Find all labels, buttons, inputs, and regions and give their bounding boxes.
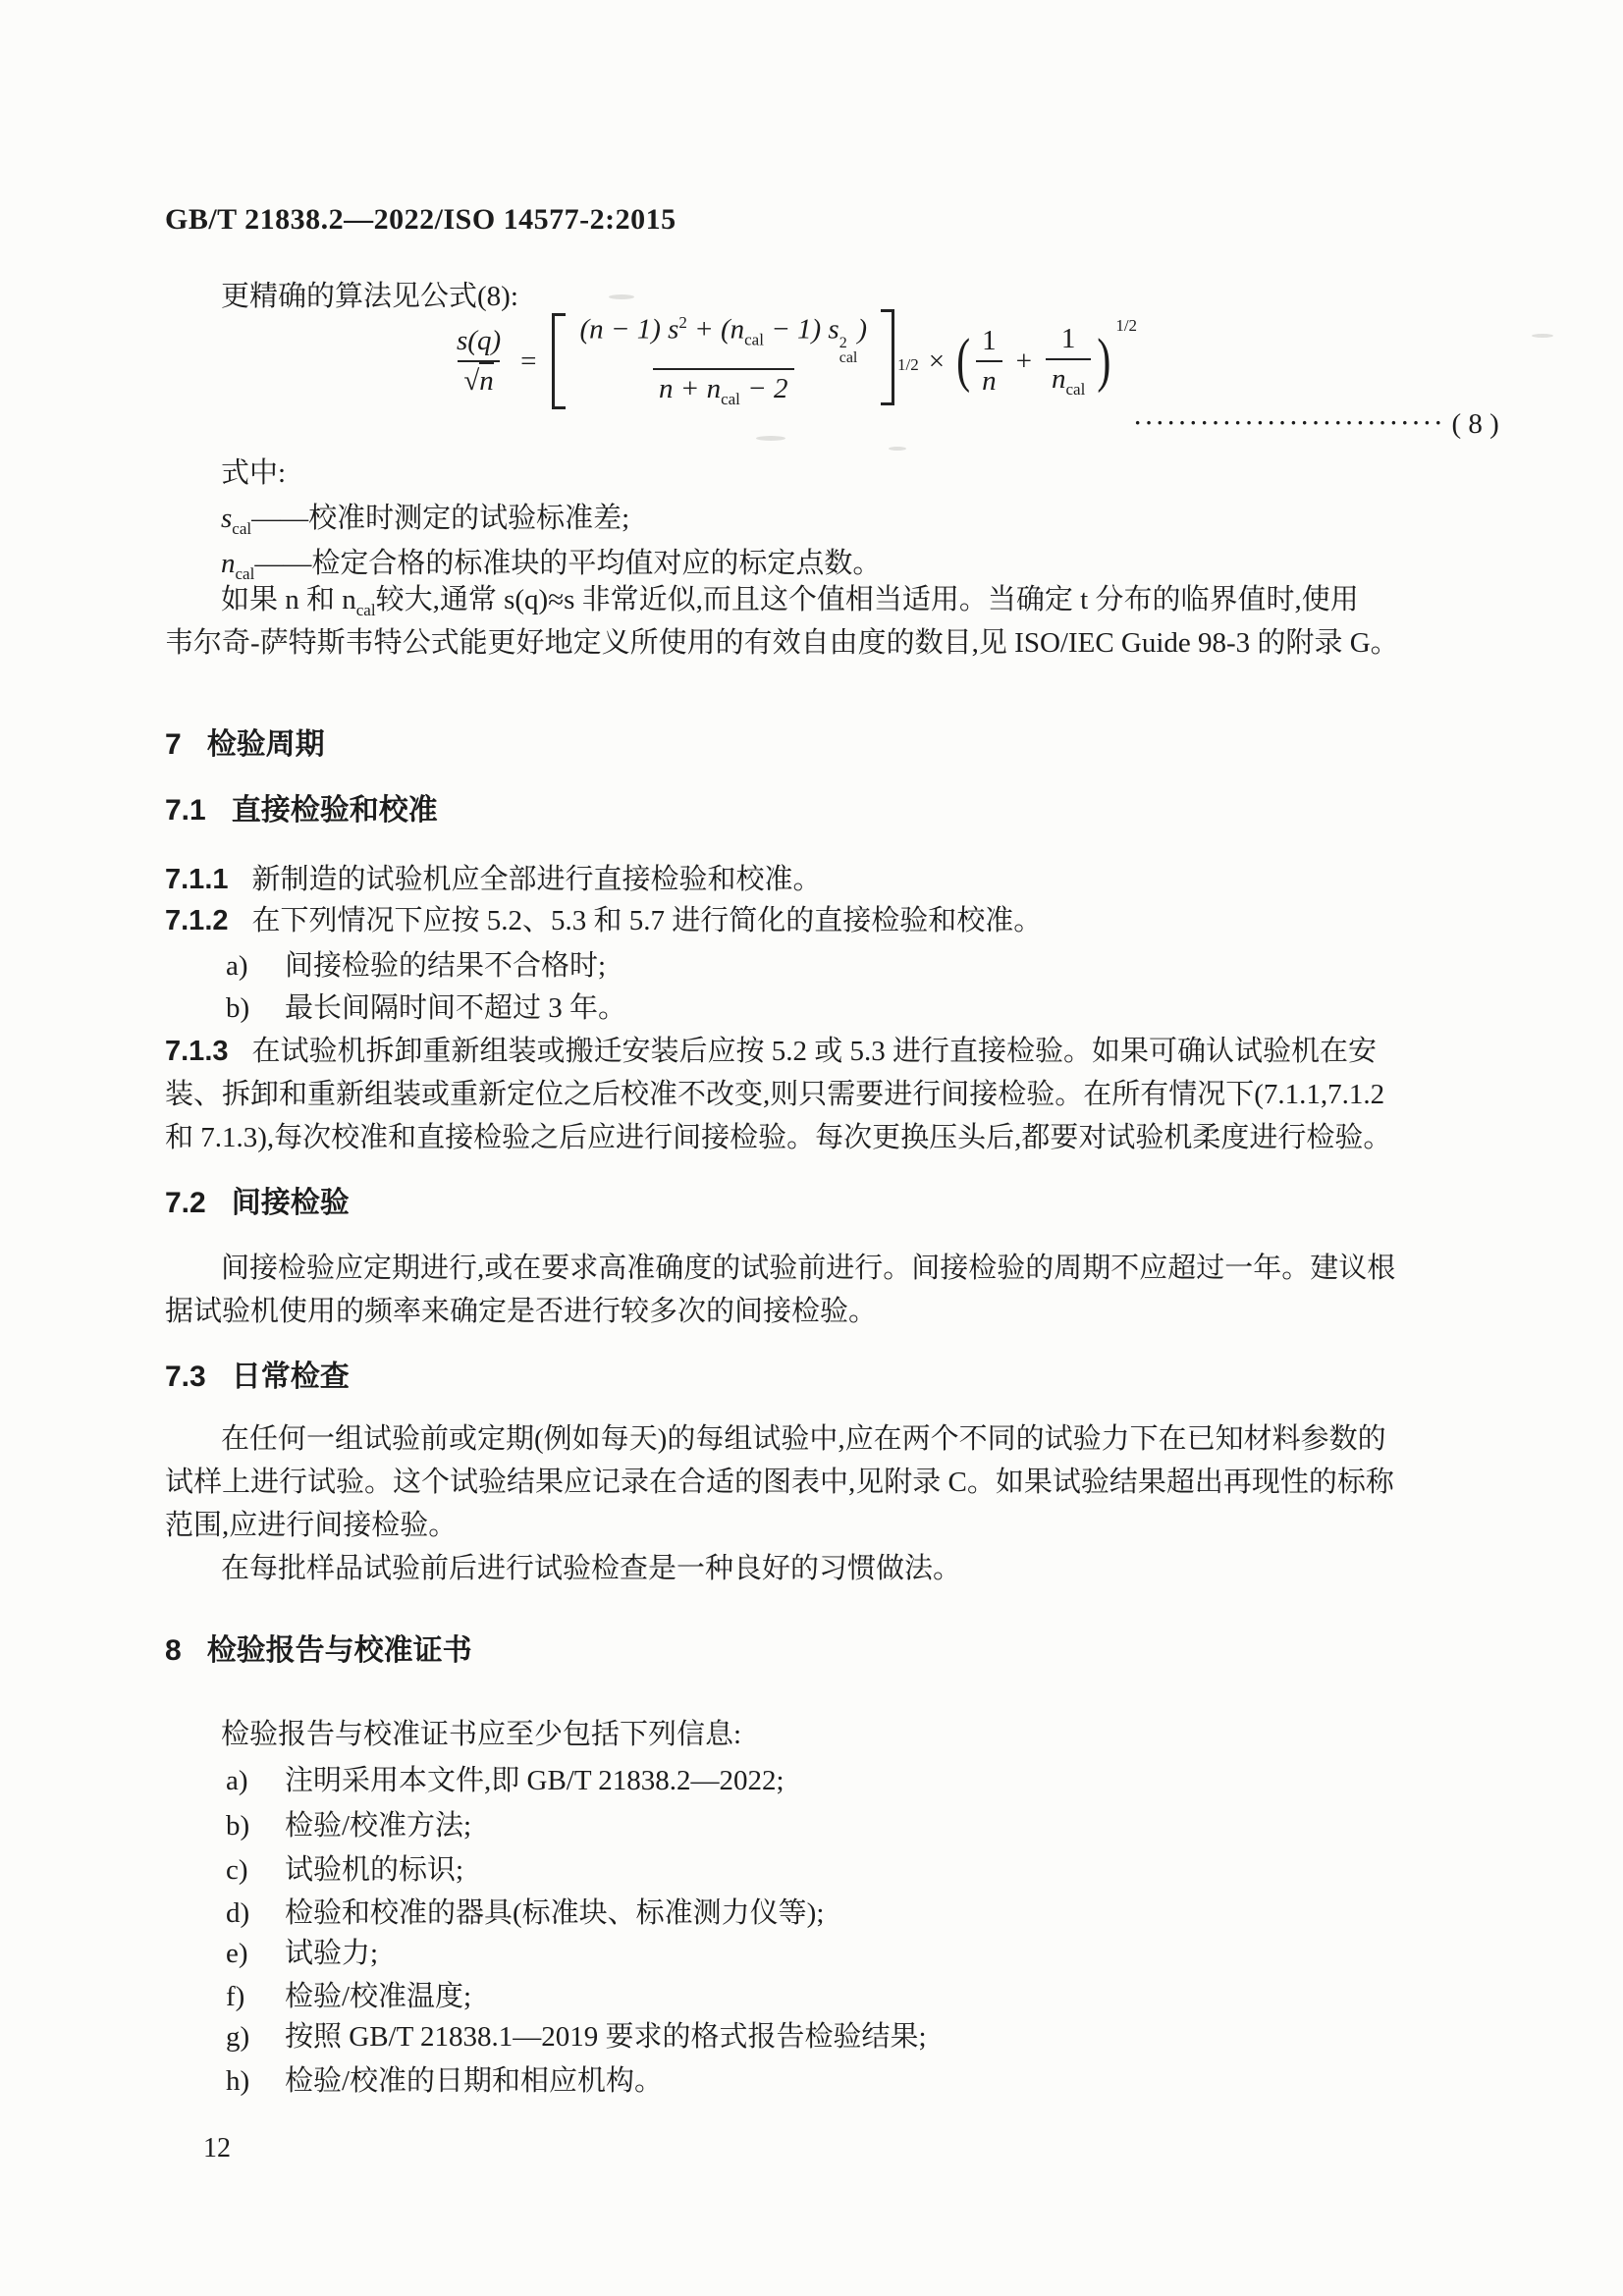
definition-text: 校准时测定的试验标准差;: [308, 503, 630, 534]
inner-numerator: [573, 313, 873, 369]
left-paren: (: [956, 328, 971, 395]
inner-fraction: [573, 313, 873, 409]
n-b-sub: cal: [1065, 379, 1086, 399]
den-term-2: − 2: [739, 373, 788, 405]
section-number: 8: [165, 1634, 182, 1667]
num-term-2: + (n: [686, 313, 745, 346]
paragraph-line: 和 7.1.3),每次校准和直接检验之后应进行间接检验。每次更换压头后,都要对试验机柔度进行检验。: [165, 1122, 1392, 1153]
section-7-heading: [165, 726, 325, 764]
lhs-denominator: [458, 360, 499, 398]
list-item-text: 检验和校准的器具(标准块、标准测力仪等);: [285, 1897, 825, 1929]
section-title: 检验报告与校准证书: [206, 1634, 472, 1667]
section-number: 7.2: [165, 1187, 206, 1219]
clause-text: 在试验机拆卸重新组装或搬迁安装后应按 5.2 或 5.3 进行直接检验。如果可确认试验机在安: [251, 1036, 1378, 1067]
standard-code-header: GB/T 21838.2—2022/ISO 14577-2:2015: [165, 203, 676, 236]
list-item-text: 间接检验的结果不合格时;: [285, 950, 607, 982]
section-title: 直接检验和校准: [231, 794, 438, 827]
paragraph-line: 装、拆卸和重新组装或重新定位之后校准不改变,则只需要进行间接检验。在所有情况下(7.1.1,7.1.2: [165, 1079, 1385, 1110]
list-item-text: 检验/校准的日期和相应机构。: [285, 2065, 664, 2097]
num-sub-2: cal: [839, 349, 858, 367]
num-term-3: − 1) s: [763, 313, 839, 346]
n-b: n: [1052, 363, 1066, 396]
scan-artifact: [1532, 334, 1553, 338]
section-title: 日常检查: [231, 1361, 350, 1393]
list-item-label: a): [226, 1765, 248, 1796]
symbol: s: [221, 503, 233, 534]
list-item-text: 最长间隔时间不超过 3 年。: [285, 992, 627, 1024]
equation-8: [447, 314, 1137, 408]
equation-label: ( 8 ): [1451, 408, 1499, 440]
list-item: [226, 989, 626, 1027]
den-sub-1: cal: [721, 390, 740, 409]
text-segment: 如果 n 和 n: [221, 584, 356, 615]
symbol-subscript: cal: [235, 563, 255, 583]
paragraph-line: 检验报告与校准证书应至少包括下列信息:: [221, 1719, 742, 1750]
den-term-1: n + n: [659, 373, 722, 405]
radicand: n: [479, 362, 494, 397]
list-item: [226, 947, 606, 985]
section-title: 间接检验: [231, 1187, 350, 1219]
clause-number: 7.1.2: [165, 905, 229, 936]
one-over-ncal: [1046, 323, 1091, 400]
symbol-subscript: cal: [232, 518, 252, 538]
bracket-exponent: 1/2: [897, 355, 919, 374]
list-item-text: 按照 GB/T 21838.1—2019 要求的格式报告检验结果;: [285, 2021, 927, 2053]
section-number: 7: [165, 728, 182, 761]
list-item-text: 检验/校准方法;: [285, 1810, 472, 1842]
list-item: [226, 1851, 463, 1889]
one-b: 1: [1060, 323, 1076, 355]
definition-text: 检定合格的标准块的平均值对应的标定点数。: [311, 548, 882, 579]
paragraph-line: 间接检验应定期进行,或在要求高准确度的试验前进行。间接检验的周期不应超过一年。建议根: [221, 1253, 1396, 1284]
clause-number: 7.1.3: [165, 1036, 229, 1067]
n-a: n: [976, 360, 1002, 398]
section-title: 检验周期: [206, 728, 325, 761]
num-term-4: ): [857, 313, 868, 346]
paragraph-line: 在每批样品试验前后进行试验检查是一种良好的习惯做法。: [221, 1553, 962, 1584]
one-over-n: [976, 325, 1002, 398]
list-item-text: 检验/校准温度;: [285, 1981, 472, 2012]
leader-dots: ····························: [1134, 410, 1446, 435]
left-square-bracket: [552, 313, 566, 409]
stacked-sup-sub: [839, 336, 858, 365]
radical-sign: √: [463, 365, 480, 397]
num-sub-1: cal: [744, 330, 764, 349]
list-item-text: 试验力;: [285, 1938, 379, 1969]
list-item-label: a): [226, 950, 248, 982]
scan-artifact: [889, 447, 906, 451]
list-item-label: h): [226, 2065, 250, 2097]
list-item: [226, 2018, 927, 2056]
list-item: [226, 1895, 824, 1932]
section-7-1-heading: [165, 792, 438, 829]
section-number: 7.1: [165, 794, 206, 827]
paragraph-line: 在任何一组试验前或定期(例如每天)的每组试验中,应在两个不同的试验力下在已知材料参数的: [221, 1423, 1386, 1455]
scan-artifact: [756, 436, 785, 441]
right-square-bracket-group: [877, 309, 919, 413]
section-7-3-heading: [165, 1359, 350, 1396]
clause-text: 在下列情况下应按 5.2、5.3 和 5.7 进行简化的直接检验和校准。: [251, 905, 1043, 936]
clause-number: 7.1.1: [165, 864, 229, 895]
paren-exponent: 1/2: [1115, 316, 1138, 335]
list-item-label: e): [226, 1938, 248, 1969]
definition-dash: ——: [254, 548, 312, 579]
lhs-fraction: [451, 325, 507, 398]
page-number: 12: [203, 2133, 231, 2163]
section-number: 7.3: [165, 1361, 206, 1393]
paragraph-line: [221, 581, 1359, 629]
list-item-text: 注明采用本文件,即 GB/T 21838.2—2022;: [285, 1765, 784, 1796]
formula-intro-line: 更精确的算法见公式(8):: [221, 281, 518, 312]
num-term-1: (n − 1) s: [579, 313, 679, 346]
clause-7-1-3: [165, 1033, 1377, 1070]
clause-7-1-1: [165, 861, 822, 898]
list-item-label: f): [226, 1981, 245, 2012]
subscript-segment: cal: [355, 600, 376, 619]
lhs-numerator: s(q): [457, 325, 502, 356]
list-item: [226, 1807, 471, 1844]
equation-number: [1134, 404, 1499, 443]
list-item-label: b): [226, 992, 250, 1024]
definition-row: [221, 500, 629, 548]
list-item: [226, 1935, 378, 1972]
where-label: 式中:: [221, 457, 287, 489]
clause-text: 新制造的试验机应全部进行直接检验和校准。: [251, 864, 822, 895]
right-square-bracket: [881, 309, 894, 405]
list-item: [226, 1978, 471, 2015]
list-item: [226, 1762, 784, 1799]
num-exp-1: 2: [678, 312, 687, 332]
symbol: n: [221, 548, 236, 579]
num-exp-2: 2: [839, 335, 847, 352]
list-item-label: d): [226, 1897, 250, 1929]
section-8-heading: [165, 1632, 472, 1670]
list-item-label: b): [226, 1810, 250, 1842]
inner-denominator: [653, 368, 793, 409]
text-segment: 较大,通常 s(q)≈s 非常近似,而且这个值相当适用。当确定 t 分布的临界值时,使用: [375, 584, 1359, 615]
right-paren: ): [1097, 328, 1111, 395]
ncal-denominator: [1046, 358, 1091, 400]
paragraph-line: 范围,应进行间接检验。: [165, 1510, 458, 1541]
section-7-2-heading: [165, 1185, 350, 1222]
clause-7-1-2: [165, 902, 1042, 939]
paragraph-line: 据试验机使用的频率来确定是否进行较多次的间接检验。: [165, 1296, 878, 1327]
list-item-label: c): [226, 1854, 248, 1886]
definition-dash: ——: [251, 503, 309, 534]
equals-sign: =: [520, 345, 537, 377]
times-sign: ×: [928, 345, 946, 377]
list-item-text: 试验机的标识;: [285, 1854, 464, 1886]
list-item-label: g): [226, 2021, 250, 2053]
list-item: [226, 2062, 663, 2100]
one-a: 1: [982, 325, 997, 356]
plus-sign: +: [1015, 345, 1032, 377]
paragraph-line: 韦尔奇-萨特斯韦特公式能更好地定义所使用的有效自由度的数目,见 ISO/IEC Guide 98-3 的附录 G。: [165, 627, 1399, 659]
paragraph-line: 试样上进行试验。这个试验结果应记录在合适的图表中,见附录 C。如果试验结果超出再现性的标称: [165, 1467, 1394, 1498]
scan-artifact: [609, 294, 634, 299]
